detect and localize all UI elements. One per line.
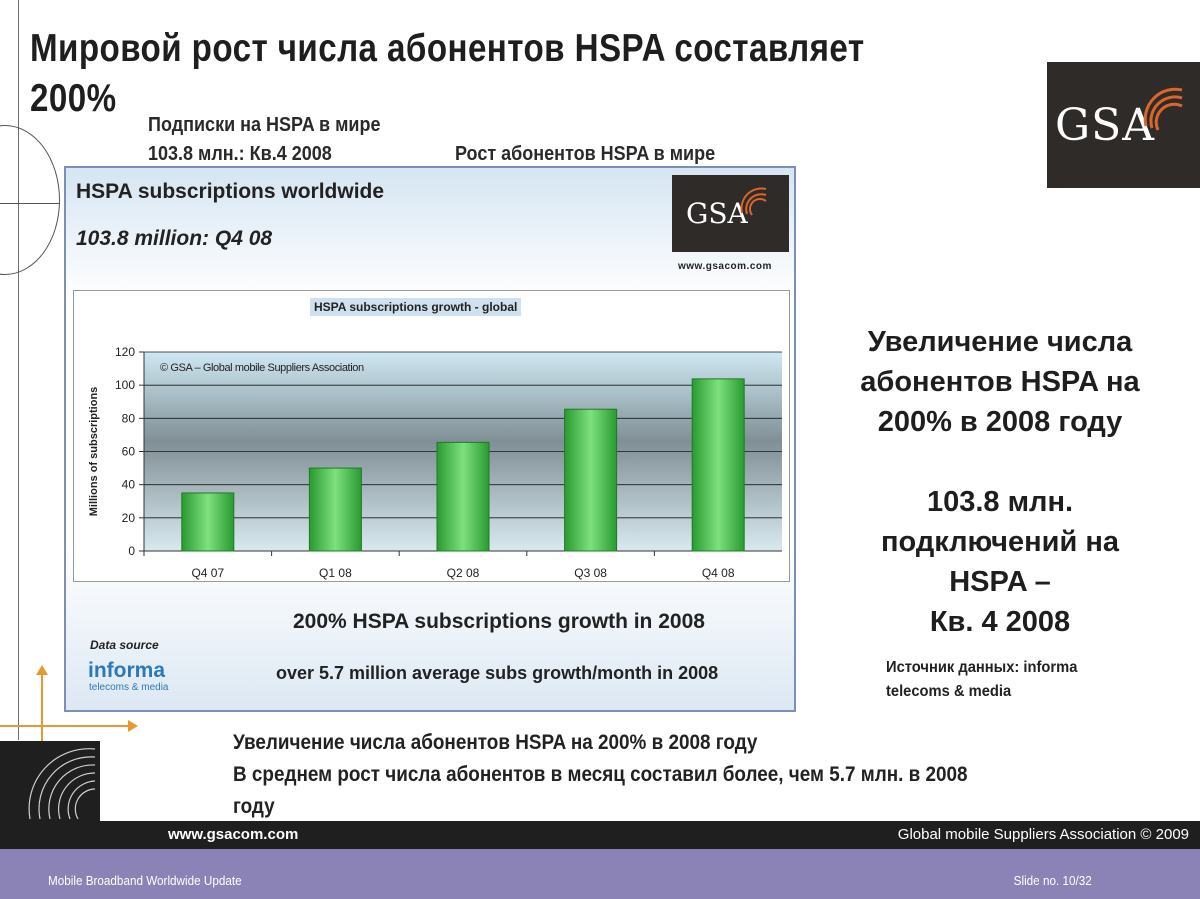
decorative-circle <box>0 125 60 275</box>
x-tick-label: Q4 08 <box>701 566 735 580</box>
average-growth-statement: over 5.7 million average subs growth/month in 2008 <box>276 663 719 683</box>
signal-arcs-icon <box>1142 82 1200 142</box>
chart-annotation: © GSA – Global mobile Suppliers Association <box>160 362 364 374</box>
gsa-logo-text: GSA <box>1055 100 1156 151</box>
x-tick-label: Q4 07 <box>191 566 225 580</box>
arrow-up-icon <box>36 665 48 675</box>
gsa-logo-text: GSA <box>686 197 748 230</box>
slide-number: Slide no. 10/32 <box>1013 873 1092 888</box>
figures-line: 103.8 млн. <box>926 486 1074 518</box>
caption-line: 103.8 млн.: Кв.4 2008 <box>148 143 332 165</box>
decorative-axis-line <box>0 725 130 727</box>
y-tick-label: 20 <box>121 510 135 525</box>
slide-title-line: 200% <box>30 77 117 120</box>
source-line: Источник данных: informa <box>886 659 1078 676</box>
informa-logo <box>88 660 168 694</box>
x-tick-label: Q2 08 <box>446 566 480 580</box>
decorative-line <box>18 0 19 740</box>
inner-slide-subtitle: 103.8 million: Q4 08 <box>76 227 273 250</box>
x-tick-label: Q3 08 <box>574 566 607 580</box>
bar-chart <box>74 291 791 583</box>
informa-logo-name: informa <box>88 659 166 682</box>
slide-title <box>30 24 880 124</box>
gsa-logo <box>1047 62 1200 188</box>
caption-line: Подписки на HSPA в мире <box>148 114 381 136</box>
slide-title-line: Мировой рост числа абонентов HSPA составляет <box>30 27 865 70</box>
data-source-note <box>886 656 1077 704</box>
right-headline <box>830 322 1170 442</box>
headline-line: Увеличение числа <box>867 326 1133 358</box>
footer-band <box>0 849 1200 899</box>
y-tick-label: 120 <box>114 345 135 359</box>
figures-line: подключений на <box>880 526 1120 558</box>
embedded-slide <box>64 166 796 712</box>
figures-line: Кв. 4 2008 <box>929 606 1071 638</box>
note-line: В среднем рост числа абонентов в месяц составил более, чем 5.7 млн. в 2008 <box>233 763 968 786</box>
decorative-axis-line <box>41 672 43 747</box>
growth-caption: Рост абонентов HSPA в мире <box>455 143 716 165</box>
chart-frame <box>73 290 790 582</box>
headline-line: абонентов HSPA на <box>860 366 1140 398</box>
data-source-label: Data source <box>90 638 159 652</box>
x-tick-label: Q1 08 <box>319 566 352 580</box>
gsa-url: www.gsacom.com <box>678 261 772 272</box>
corner-arcs-icon <box>0 741 100 821</box>
y-tick-label: 60 <box>121 444 135 459</box>
y-tick-label: 0 <box>128 544 135 558</box>
bar-q4-07 <box>182 493 234 551</box>
presentation-title: Mobile Broadband Worldwide Update <box>48 873 242 888</box>
growth-statement: 200% HSPA subscriptions growth in 2008 <box>293 610 705 633</box>
note-line: году <box>233 795 275 818</box>
note-line: Увеличение числа абонентов HSPA на 200% в 2008 году <box>233 731 758 754</box>
arrow-right-icon <box>128 720 138 732</box>
gsa-logo <box>672 175 789 252</box>
subscriptions-caption <box>148 111 380 169</box>
bar-q3-08 <box>565 409 617 551</box>
y-tick-label: 40 <box>121 477 135 492</box>
footer-url: www.gsacom.com <box>168 826 299 843</box>
source-line: telecoms & media <box>886 683 1012 700</box>
signal-arcs-icon <box>740 185 776 221</box>
footer-bar <box>0 821 1200 849</box>
chart-title: HSPA subscriptions growth - global <box>310 298 521 316</box>
right-figures <box>830 482 1170 642</box>
informa-logo-subtitle: telecoms & media <box>89 682 169 693</box>
inner-slide-title: HSPA subscriptions worldwide <box>76 180 385 203</box>
headline-line: 200% в 2008 году <box>877 406 1123 438</box>
bottom-notes <box>233 727 1097 823</box>
decorative-line <box>0 203 60 204</box>
y-axis-label: Millions of subscriptions <box>88 386 100 517</box>
bar-q4-08 <box>692 379 744 551</box>
footer-organization: Global mobile Suppliers Association © 2009 <box>897 826 1189 843</box>
corner-logo <box>0 741 100 821</box>
bar-q1-08 <box>309 468 361 551</box>
figures-line: HSPA – <box>949 566 1051 598</box>
y-tick-label: 100 <box>114 378 135 393</box>
bar-q2-08 <box>437 442 489 551</box>
y-tick-label: 80 <box>121 411 135 426</box>
